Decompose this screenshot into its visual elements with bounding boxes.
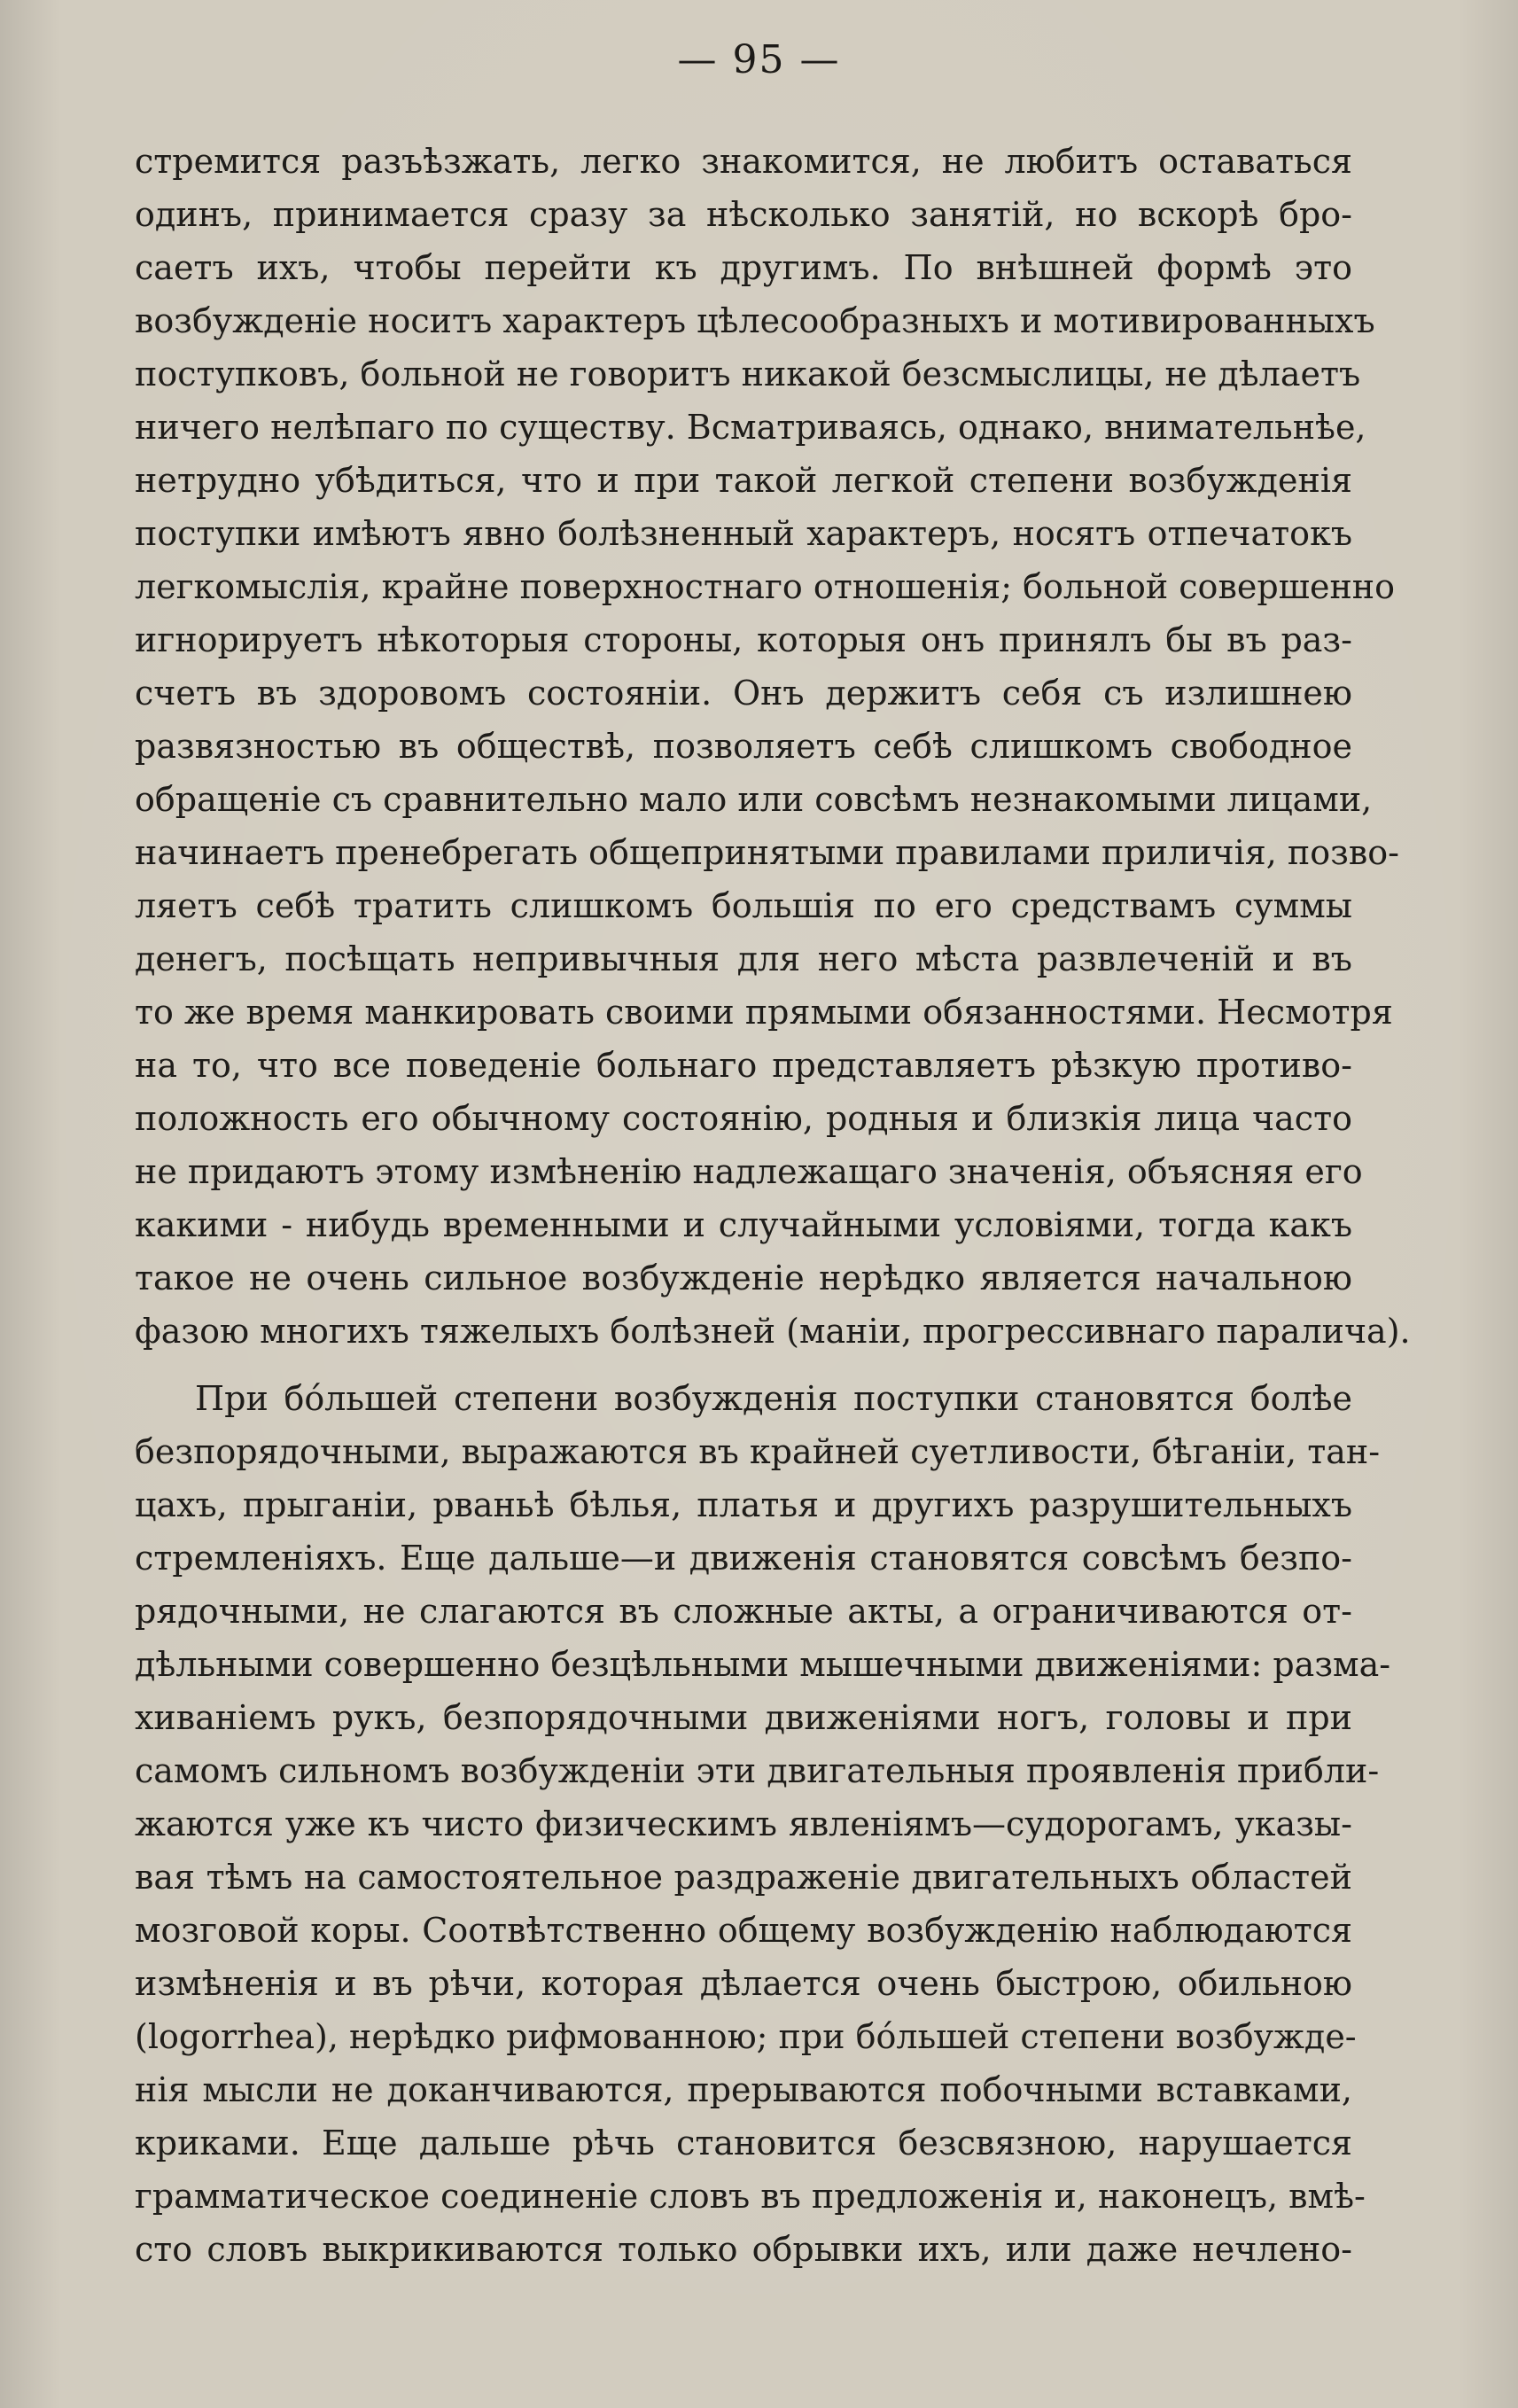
text-line: счетъ въ здоровомъ состояніи. Онъ держитъ себя съ излишнею: [135, 674, 1352, 713]
text-line: нія мысли не доканчиваются, прерываются побочными вставками,: [135, 2070, 1352, 2109]
page-number: — 95 —: [677, 37, 841, 82]
text-line: денегъ, посѣщать непривычныя для него мѣста развлеченій и въ: [135, 939, 1352, 978]
text-line: безпорядочными, выражаются въ крайней суетливости, бѣганіи, тан-: [135, 1432, 1381, 1471]
text-line: одинъ, принимается сразу за нѣсколько занятій, но вскорѣ бро-: [135, 195, 1352, 234]
text-line: рядочными, не слагаются въ сложные акты, а ограничиваются от-: [135, 1592, 1352, 1631]
text-line: грамматическое соединеніе словъ въ предложенія и, наконецъ, вмѣ-: [135, 2177, 1366, 2216]
text-line: развязностью въ обществѣ, позволяетъ себѣ слишкомъ свободное: [135, 727, 1352, 766]
text-line: положность его обычному состоянію, родныя и близкія лица часто: [135, 1099, 1352, 1138]
text-line: не придаютъ этому измѣненію надлежащаго значенія, объясняя его: [135, 1152, 1363, 1191]
text-line: измѣненія и въ рѣчи, которая дѣлается очень быстрою, обильною: [135, 1964, 1352, 2003]
text-line: саетъ ихъ, чтобы перейти къ другимъ. По внѣшней формѣ это: [135, 248, 1352, 287]
text-line: ляетъ себѣ тратить слишкомъ большія по его средствамъ суммы: [135, 886, 1352, 925]
text-line: начинаетъ пренебрегать общепринятыми правилами приличія, позво-: [135, 833, 1399, 872]
text-line: вая тѣмъ на самостоятельное раздраженіе двигательныхъ областей: [135, 1858, 1352, 1897]
text-line: какими - нибудь временными и случайными условіями, тогда какъ: [135, 1205, 1352, 1244]
text-line: легкомыслія, крайне поверхностнаго отношенія; больной совершенно: [135, 567, 1395, 606]
paragraph-first-line: При бóльшей степени возбужденія поступки становятся болѣе: [195, 1379, 1352, 1418]
text-line: обращеніе съ сравнительно мало или совсѣмъ незнакомыми лицами,: [135, 780, 1373, 819]
text-line: ничего нелѣпаго по существу. Всматриваясь, однако, внимательнѣе,: [135, 408, 1366, 447]
text-line: нетрудно убѣдиться, что и при такой легкой степени возбужденія: [135, 461, 1352, 500]
text-line: такое не очень сильное возбужденіе нерѣдко является начальною: [135, 1259, 1352, 1298]
text-line: фазою многихъ тяжелыхъ болѣзней (маніи, прогрессивнаго паралича).: [135, 1312, 1411, 1351]
text-line: возбужденіе носитъ характеръ цѣлесообразныхъ и мотивированныхъ: [135, 301, 1375, 340]
text-line: на то, что все поведеніе больнаго представляетъ рѣзкую противо-: [135, 1046, 1352, 1085]
text-line: самомъ сильномъ возбужденіи эти двигательныя проявленія прибли-: [135, 1751, 1380, 1790]
text-line: хиваніемъ рукъ, безпорядочными движеніями ногъ, головы и при: [135, 1698, 1352, 1737]
text-line: сто словъ выкрикиваются только обрывки ихъ, или даже нечлено-: [135, 2230, 1352, 2269]
text-line: (logorrhea), нерѣдко рифмованною; при бóльшей степени возбужде-: [135, 2017, 1357, 2056]
text-line: то же время манкировать своими прямыми обязанностями. Несмотря: [135, 993, 1393, 1032]
text-line: цахъ, прыганіи, рваньѣ бѣлья, платья и другихъ разрушительныхъ: [135, 1485, 1352, 1524]
text-line: дѣльными совершенно безцѣльными мышечными движеніями: разма-: [135, 1645, 1391, 1684]
text-line: игнорируетъ нѣкоторыя стороны, которыя онъ принялъ бы въ раз-: [135, 620, 1352, 659]
text-line: мозговой коры. Соотвѣтственно общему возбужденію наблюдаются: [135, 1911, 1352, 1950]
text-line: поступки имѣютъ явно болѣзненный характеръ, носятъ отпечатокъ: [135, 514, 1352, 553]
text-line: стремленіяхъ. Еще дальше—и движенія становятся совсѣмъ безпо-: [135, 1539, 1352, 1578]
text-line: стремится разъѣзжать, легко знакомится, не любитъ оставаться: [135, 142, 1352, 181]
text-line: жаются уже къ чисто физическимъ явленіямъ—судорогамъ, указы-: [135, 1804, 1352, 1843]
text-line: криками. Еще дальше рѣчь становится безсвязною, нарушается: [135, 2124, 1352, 2163]
text-line: поступковъ, больной не говоритъ никакой безсмыслицы, не дѣлаетъ: [135, 355, 1361, 394]
